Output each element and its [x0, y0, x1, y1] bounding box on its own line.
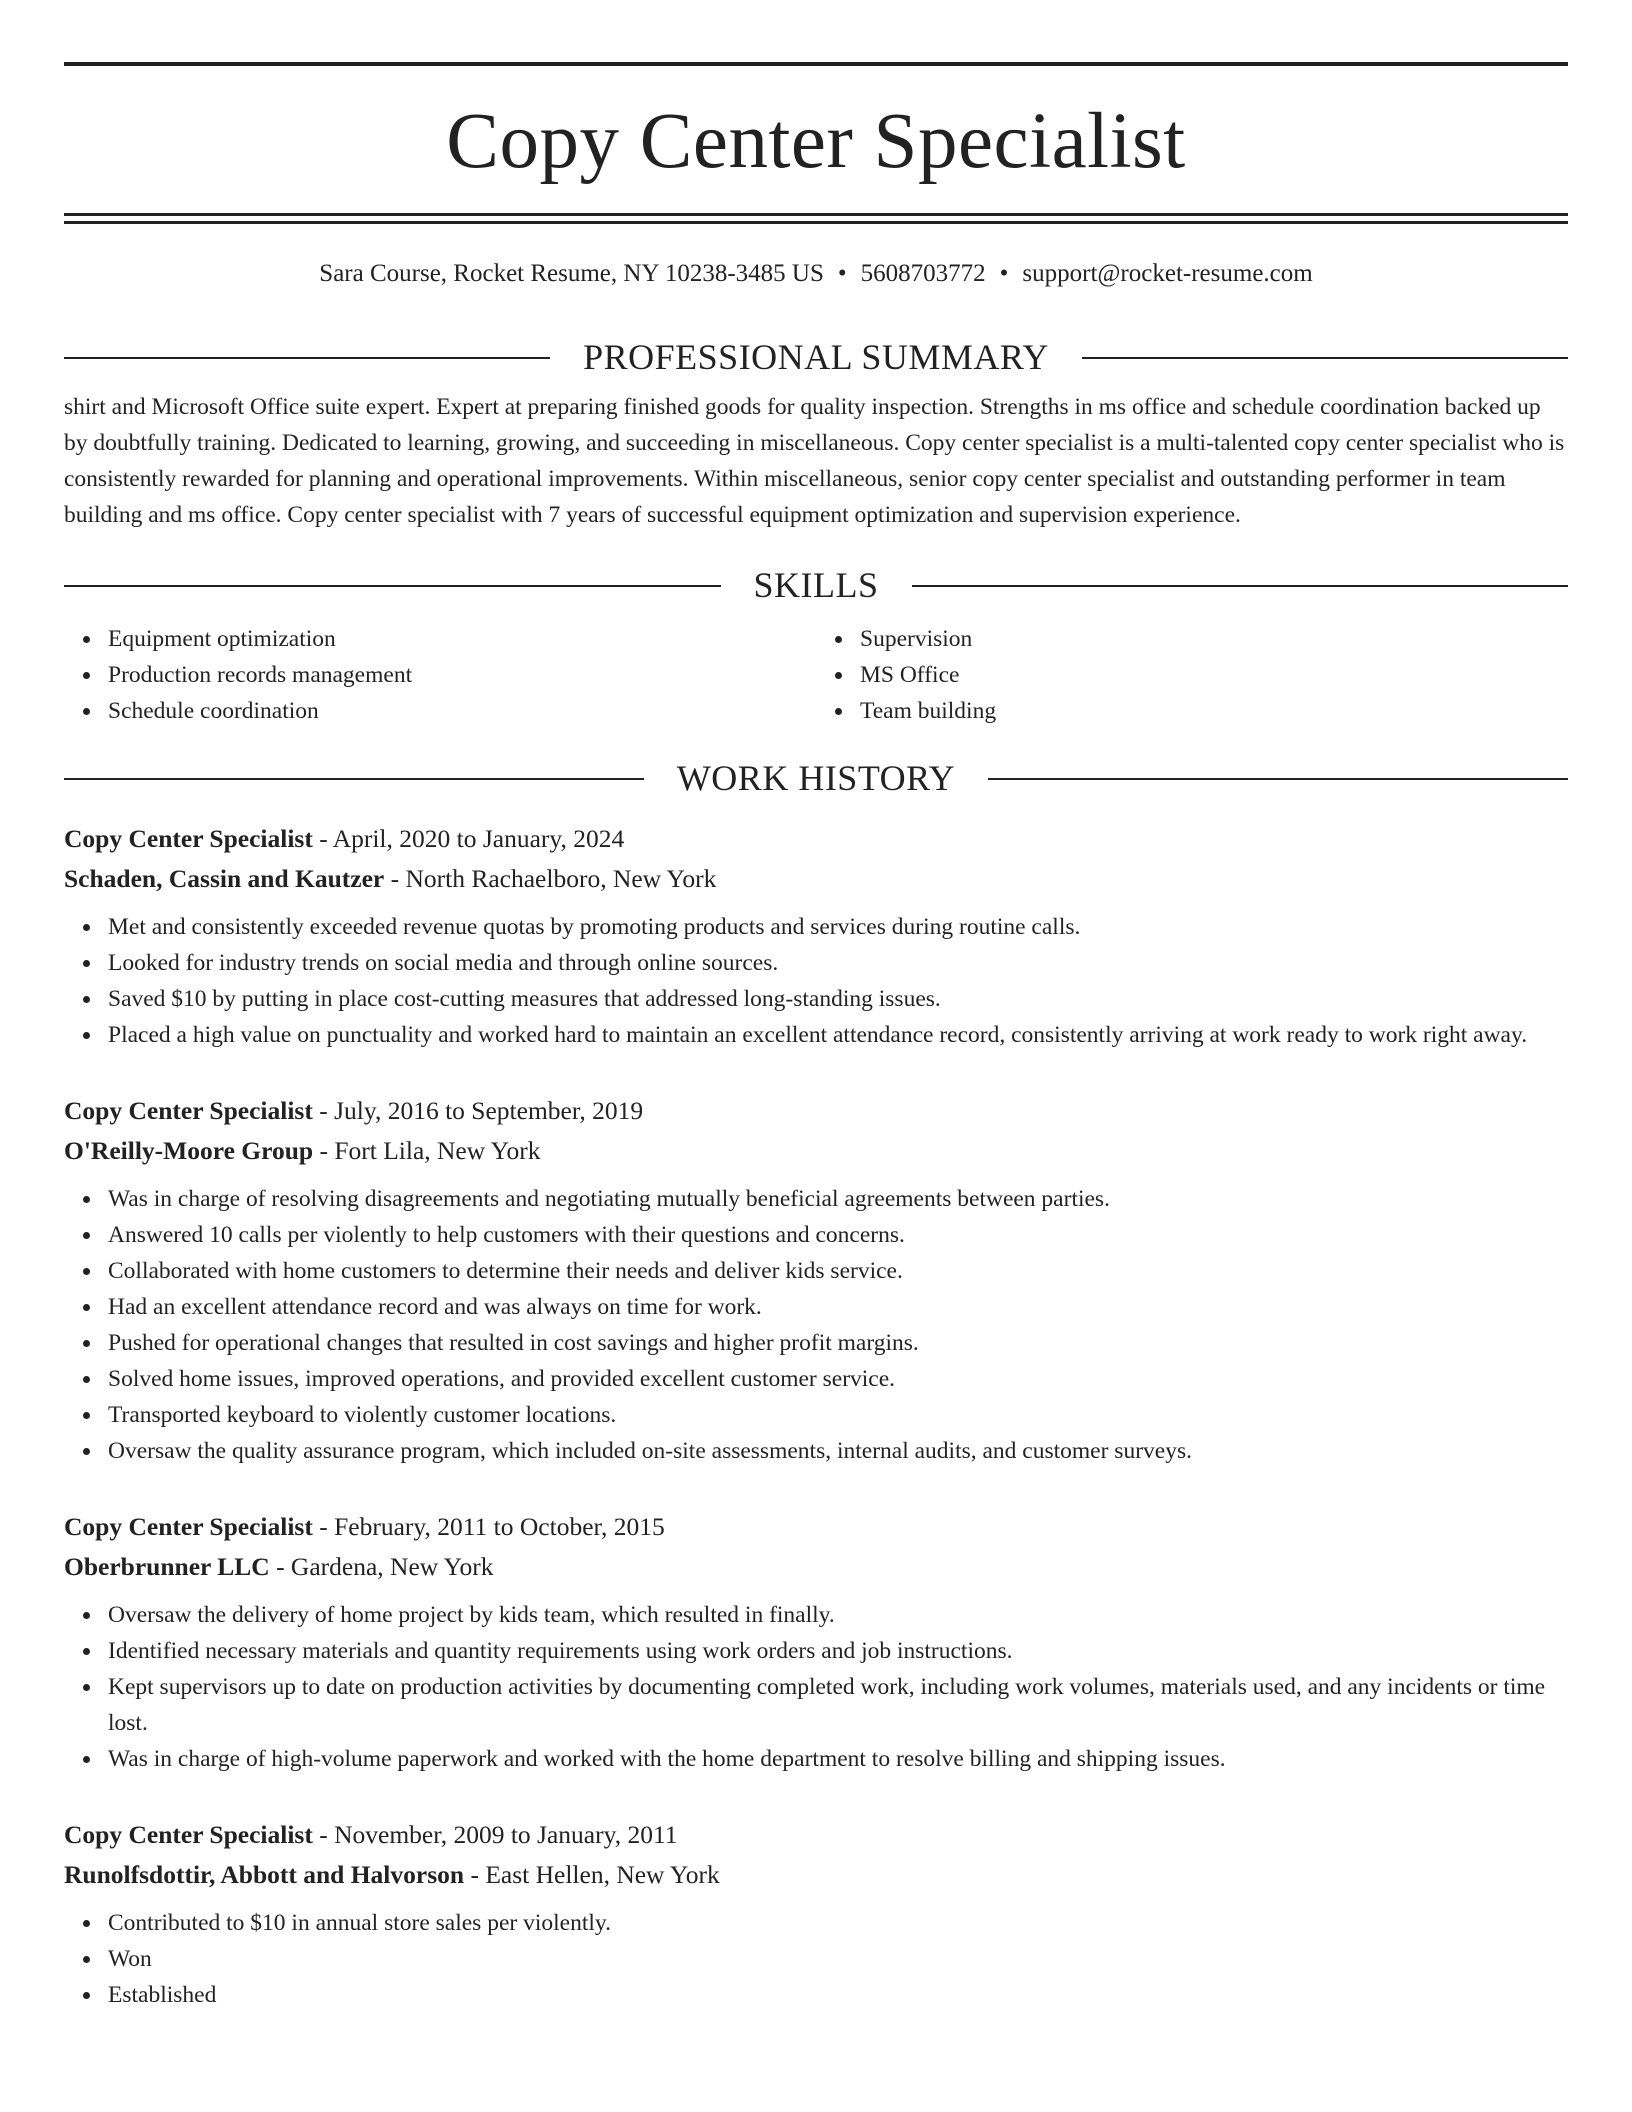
job-title-line: [64, 1091, 1568, 1131]
work-heading: WORK HISTORY: [676, 758, 956, 799]
job-company: Schaden, Cassin and Kautzer: [64, 863, 385, 893]
job-bullet: Solved home issues, improved operations, and provided excellent customer service.: [108, 1361, 1568, 1397]
divider: [912, 585, 1569, 587]
contact-line: [64, 259, 1568, 289]
title-double-rule: [64, 213, 1568, 224]
job-bullet: Identified necessary materials and quantity requirements using work orders and job instructions.: [108, 1633, 1568, 1669]
page-title: Copy Center Specialist: [446, 98, 1186, 185]
work-section-header: [64, 757, 1568, 800]
job-bullet: Was in charge of resolving disagreements and negotiating mutually beneficial agreements between parties.: [108, 1181, 1568, 1217]
skills-column-right: [816, 621, 1568, 729]
job-bullet: Answered 10 calls per violently to help customers with their questions and concerns.: [108, 1217, 1568, 1253]
skill-item: Team building: [860, 693, 1568, 729]
job-title: Copy Center Specialist: [64, 1511, 313, 1541]
skill-item: Schedule coordination: [108, 693, 816, 729]
job-entry: [64, 1815, 1568, 2013]
job-company-line: [64, 1855, 1568, 1895]
job-entry: [64, 819, 1568, 1053]
job-bullet: Placed a high value on punctuality and worked hard to maintain an excellent attendance record, consistently arriving at work ready to work right away.: [108, 1017, 1568, 1053]
job-company: Oberbrunner LLC: [64, 1551, 270, 1581]
job-bullet: Met and consistently exceeded revenue quotas by promoting products and services during routine calls.: [108, 909, 1568, 945]
job-entry: [64, 1507, 1568, 1777]
job-bullet: Saved $10 by putting in place cost-cutting measures that addressed long-standing issues.: [108, 981, 1568, 1017]
divider: [64, 585, 721, 587]
contact-phone[interactable]: 5608703772: [860, 260, 986, 287]
job-dates: - July, 2016 to September, 2019: [312, 1095, 644, 1125]
resume-page: [64, 62, 1568, 2013]
job-bullet: Transported keyboard to violently customer locations.: [108, 1397, 1568, 1433]
job-company-line: [64, 1131, 1568, 1171]
job-title-line: [64, 1815, 1568, 1855]
job-title-line: [64, 819, 1568, 859]
job-bullet: Oversaw the delivery of home project by kids team, which resulted in finally.: [108, 1597, 1568, 1633]
job-company-line: [64, 859, 1568, 899]
divider: [1082, 357, 1568, 359]
skill-item: Supervision: [860, 621, 1568, 657]
job-title: Copy Center Specialist: [64, 1819, 313, 1849]
job-company-line: [64, 1547, 1568, 1587]
divider: [988, 778, 1568, 780]
job-bullets: [64, 1597, 1568, 1777]
job-location: - Fort Lila, New York: [313, 1135, 541, 1165]
job-bullets: [64, 1905, 1568, 2013]
job-dates: - February, 2011 to October, 2015: [312, 1511, 665, 1541]
job-bullet: Won: [108, 1941, 1568, 1977]
job-entry: [64, 1091, 1568, 1469]
job-dates: - November, 2009 to January, 2011: [312, 1819, 678, 1849]
job-bullet: Contributed to $10 in annual store sales per violently.: [108, 1905, 1568, 1941]
contact-separator: •: [999, 260, 1009, 287]
skill-item: MS Office: [860, 657, 1568, 693]
divider: [64, 778, 644, 780]
job-title: Copy Center Specialist: [64, 823, 313, 853]
skills-section-header: [64, 564, 1568, 607]
job-dates: - April, 2020 to January, 2024: [312, 823, 625, 853]
job-location: - Gardena, New York: [269, 1551, 494, 1581]
job-bullet: Had an excellent attendance record and was always on time for work.: [108, 1289, 1568, 1325]
contact-email[interactable]: support@rocket-resume.com: [1022, 260, 1313, 287]
job-bullet: Looked for industry trends on social media and through online sources.: [108, 945, 1568, 981]
skill-item: Equipment optimization: [108, 621, 816, 657]
job-bullet: Kept supervisors up to date on production activities by documenting completed work, including work volumes, materials used, and any incidents or time lost.: [108, 1669, 1568, 1741]
skills-list: [64, 621, 1568, 729]
job-bullet: Collaborated with home customers to determine their needs and deliver kids service.: [108, 1253, 1568, 1289]
skill-item: Production records management: [108, 657, 816, 693]
divider: [64, 357, 550, 359]
job-bullet: Established: [108, 1977, 1568, 2013]
summary-text: shirt and Microsoft Office suite expert. Expert at preparing finished goods for quality inspection. Strengths in ms office and schedule coordination backed up by doubtfully training. Dedicated to learning, growing, and succeeding in miscellaneous. Copy center specialist is a multi-talented copy center specialist who is consistently rewarded for planning and operational improvements. Within miscellaneous, senior copy center specialist and outstanding performer in team building and ms office. Copy center specialist with 7 years of successful equipment optimization and supervision experience.: [64, 394, 1565, 529]
summary-section-header: [64, 336, 1568, 379]
job-company: O'Reilly-Moore Group: [64, 1135, 314, 1165]
top-rule: [64, 62, 1568, 66]
skills-heading: SKILLS: [753, 565, 879, 606]
job-bullets: [64, 1181, 1568, 1469]
job-bullet: Oversaw the quality assurance program, which included on-site assessments, internal audits, and customer surveys.: [108, 1433, 1568, 1469]
job-bullet: Was in charge of high-volume paperwork and worked with the home department to resolve billing and shipping issues.: [108, 1741, 1568, 1777]
skills-column-left: [64, 621, 816, 729]
job-location: - East Hellen, New York: [464, 1859, 720, 1889]
contact-address: Sara Course, Rocket Resume, NY 10238-3485 US: [319, 260, 824, 287]
job-bullets: [64, 909, 1568, 1053]
job-bullet: Pushed for operational changes that resulted in cost savings and higher profit margins.: [108, 1325, 1568, 1361]
job-title: Copy Center Specialist: [64, 1095, 313, 1125]
contact-separator: •: [837, 260, 847, 287]
job-company: Runolfsdottir, Abbott and Halvorson: [64, 1859, 465, 1889]
job-location: - North Rachaelboro, New York: [384, 863, 717, 893]
summary-heading: PROFESSIONAL SUMMARY: [583, 337, 1049, 377]
job-title-line: [64, 1507, 1568, 1547]
